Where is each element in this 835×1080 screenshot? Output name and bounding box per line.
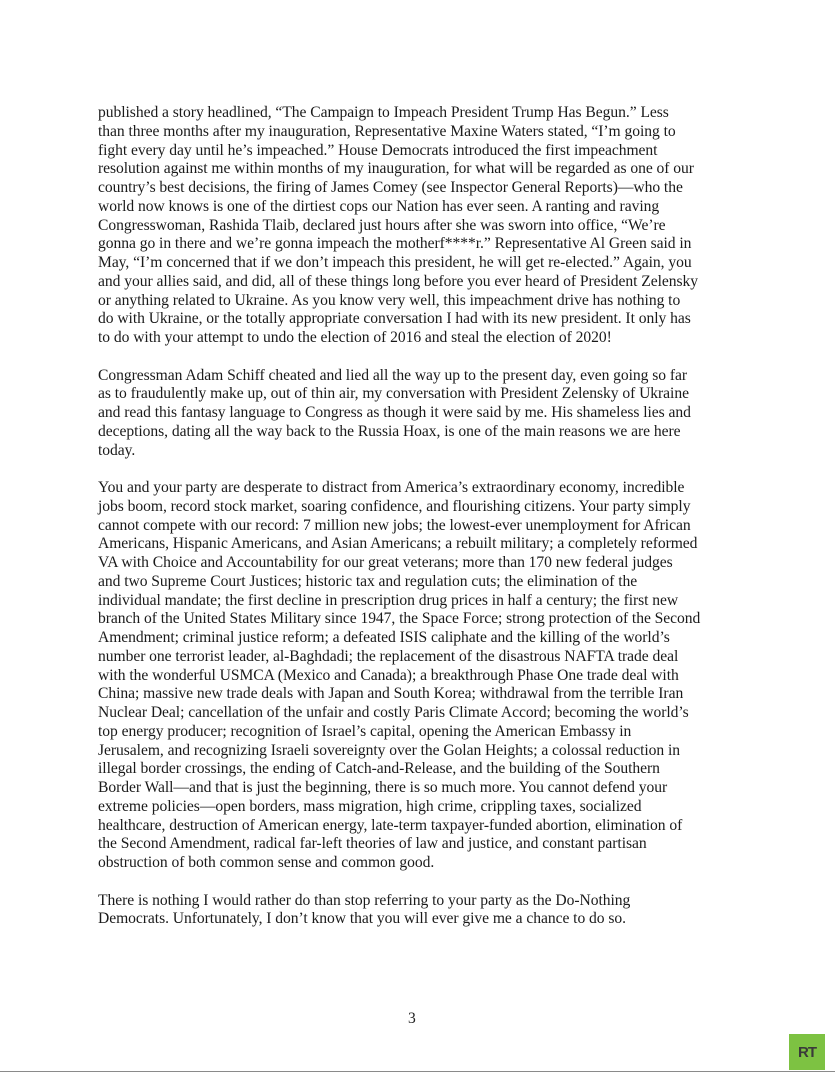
text-line: There is nothing I would rather do than stop referring to your party as the Do-Nothing [98, 891, 631, 909]
text-line: obstruction of both common sense and common good. [98, 854, 435, 871]
paragraph [98, 479, 748, 873]
text-line: with the wonderful USMCA (Mexico and Canada); a breakthrough Phase One trade deal with [98, 666, 679, 684]
text-line: as to fraudulently make up, out of thin air, my conversation with President Zelensky of Ukraine [98, 385, 689, 403]
text-line: illegal border crossings, the ending of Catch-and-Release, and the building of the Southern [98, 760, 660, 778]
text-line: country’s best decisions, the firing of James Comey (see Inspector General Reports)—who the [98, 179, 683, 196]
text-line: do with Ukraine, or the totally appropriate conversation I had with its new president. It only has [98, 310, 691, 328]
text-line: and read this fantasy language to Congress as though it were said by me. His shameless lies and [98, 404, 691, 421]
rt-logo-watermark [789, 1034, 825, 1070]
text-line: extreme policies—open borders, mass migration, high crime, crippling taxes, socialized [98, 797, 642, 815]
text-line: deceptions, dating all the way back to the Russia Hoax, is one of the main reasons we are here [98, 422, 681, 440]
text-line: You and your party are desperate to distract from America’s extraordinary economy, incredible [98, 479, 685, 496]
page-number: 3 [408, 1010, 416, 1027]
text-line: jobs boom, record stock market, soaring confidence, and flourishing citizens. Your party simply [98, 497, 691, 515]
text-line: to do with your attempt to undo the election of 2016 and steal the election of 2020! [98, 329, 612, 346]
text-line: and two Supreme Court Justices; historic tax and regulation cuts; the elimination of the [98, 572, 638, 590]
text-line: individual mandate; the first decline in prescription drug prices in half a century; the first new [98, 591, 679, 609]
text-line: Americans, Hispanic Americans, and Asian Americans; a rebuilt military; a completely reformed [98, 535, 698, 553]
text-line: healthcare, destruction of American energy, late-term taxpayer-funded abortion, elimination of [98, 816, 683, 834]
text-line: resolution against me within months of my inauguration, for what will be regarded as one of our [98, 160, 694, 178]
text-line: Amendment; criminal justice reform; a defeated ISIS caliphate and the killing of the world’s [98, 629, 670, 646]
rt-logo-text: RT [798, 1043, 816, 1061]
letter-body [98, 104, 748, 948]
text-line: fight every day until he’s impeached.” House Democrats introduced the first impeachment [98, 141, 658, 159]
text-line: VA with Choice and Accountability for our great veterans; more than 170 new federal judges [98, 554, 673, 571]
text-line: Nuclear Deal; cancellation of the unfair and costly Paris Climate Accord; becoming the world’s [98, 704, 689, 721]
text-line: Jerusalem, and recognizing Israeli sovereignty over the Golan Heights; a colossal reduction in [98, 741, 681, 759]
text-line: cannot compete with our record: 7 million new jobs; the lowest-ever unemployment for African [98, 516, 691, 534]
text-line: top energy producer; recognition of Israel’s capital, opening the American Embassy in [98, 722, 632, 740]
text-line: or anything related to Ukraine. As you know very well, this impeachment drive has nothing to [98, 291, 681, 309]
text-line: the Second Amendment, radical far-left theories of law and justice, and constant partisan [98, 835, 647, 853]
text-line: branch of the United States Military since 1947, the Space Force; strong protection of the Second [98, 610, 701, 628]
paragraph [98, 104, 748, 348]
paragraph [98, 367, 748, 461]
paragraph [98, 892, 748, 930]
text-line: Congressman Adam Schiff cheated and lied all the way up to the present day, even going so far [98, 366, 688, 384]
text-line: May, “I’m concerned that if we don’t impeach this president, he will get re-elected.” Again, you [98, 254, 692, 271]
text-line: and your allies said, and did, all of these things long before you ever heard of President Zelensky [98, 272, 699, 290]
text-line: number one terrorist leader, al-Baghdadi; the replacement of the disastrous NAFTA trade deal [98, 647, 679, 665]
text-line: gonna go in there and we’re gonna impeach the motherf****r.” Representative Al Green said in [98, 235, 692, 253]
text-line: than three months after my inauguration, Representative Maxine Waters stated, “I’m going to [98, 122, 676, 140]
text-line: published a story headlined, “The Campaign to Impeach President Trump Has Begun.” Less [98, 104, 669, 121]
text-line: China; massive new trade deals with Japan and South Korea; withdrawal from the terrible Iran [98, 685, 684, 703]
text-line: Democrats. Unfortunately, I don’t know that you will ever give me a chance to do so. [98, 910, 627, 928]
text-line: world now knows is one of the dirtiest cops our Nation has ever seen. A ranting and raving [98, 197, 660, 215]
bottom-divider [0, 1071, 835, 1072]
text-line: today. [98, 441, 136, 459]
text-line: Border Wall—and that is just the beginning, there is so much more. You cannot defend your [98, 779, 668, 796]
text-line: Congresswoman, Rashida Tlaib, declared just hours after she was sworn into office, “We’re [98, 216, 666, 234]
